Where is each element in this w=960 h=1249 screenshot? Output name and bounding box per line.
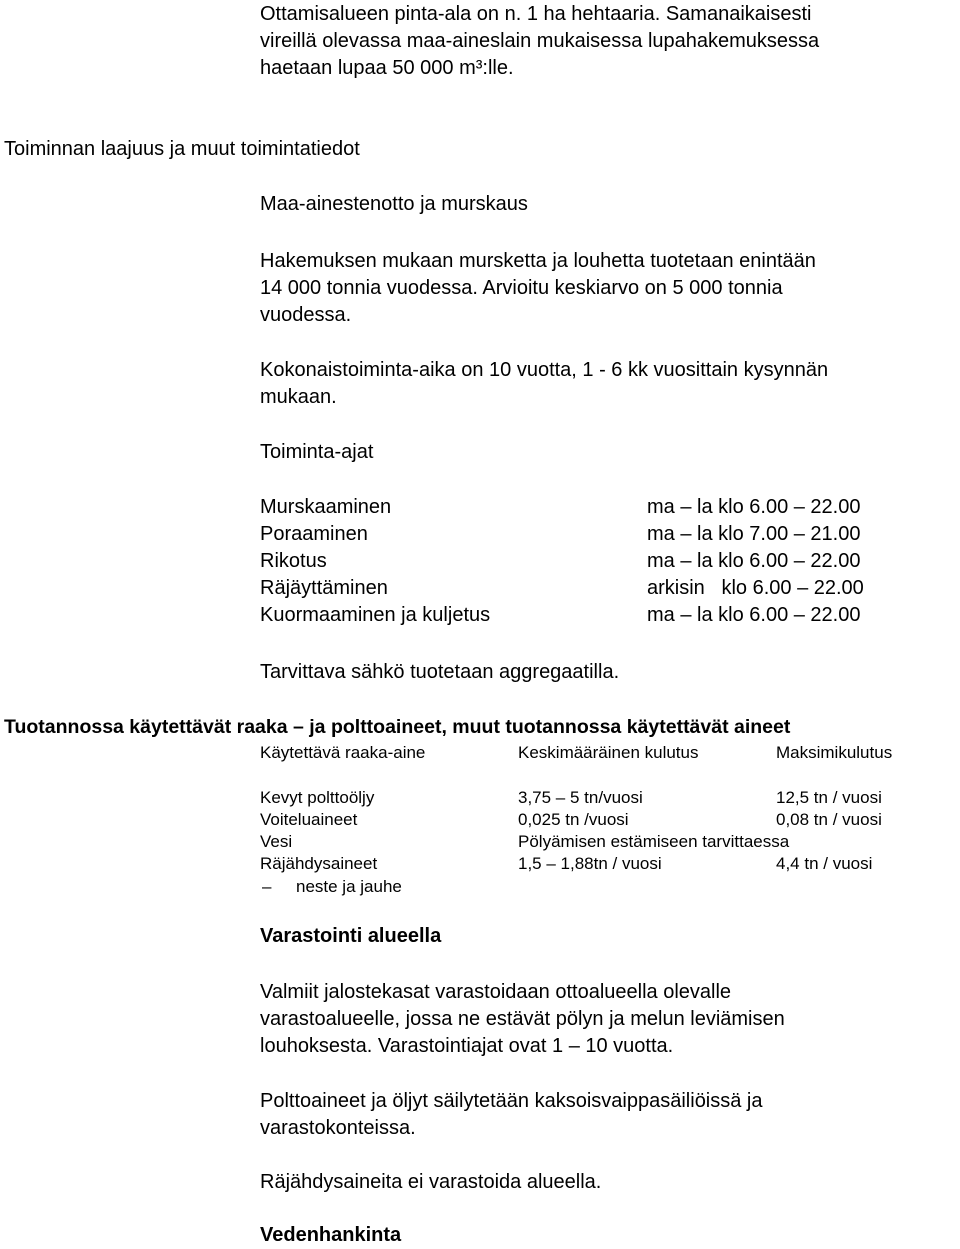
materials-row-2-material: Voiteluaineet bbox=[260, 810, 358, 829]
section-heading-water: Vedenhankinta bbox=[260, 1224, 402, 1246]
storage-para3: Räjähdysaineita ei varastoida alueella. bbox=[260, 1171, 602, 1193]
storage-para2-line-1: Polttoaineet ja öljyt säilytetään kaksoisvaippasäiliöissä ja bbox=[260, 1090, 763, 1112]
materials-row-4-average: 1,5 – 1,88tn / vuosi bbox=[518, 854, 662, 873]
hours-activity-5: Kuormaaminen ja kuljetus bbox=[260, 604, 491, 626]
intro-line-2: vireillä olevassa maa-aineslain mukaisessa lupahakemuksessa bbox=[260, 30, 820, 52]
section-heading-scope: Toiminnan laajuus ja muut toimintatiedot bbox=[4, 138, 360, 160]
materials-col-header-average: Keskimääräinen kulutus bbox=[518, 743, 699, 762]
subheading-extraction: Maa-ainestenotto ja murskaus bbox=[260, 193, 528, 215]
materials-row-2-average: 0,025 tn /vuosi bbox=[518, 810, 629, 829]
scope-para1-line-3: vuodessa. bbox=[260, 304, 352, 326]
materials-col-header-material: Käytettävä raaka-aine bbox=[260, 743, 426, 762]
hours-time-1: ma – la klo 6.00 – 22.00 bbox=[647, 496, 861, 518]
materials-row-1-max: 12,5 tn / vuosi bbox=[776, 788, 882, 807]
intro-line-1: Ottamisalueen pinta-ala on n. 1 ha hehtaaria. Samanaikaisesti bbox=[260, 3, 812, 25]
hours-activity-2: Poraaminen bbox=[260, 523, 368, 545]
storage-para2-line-2: varastokonteissa. bbox=[260, 1117, 416, 1139]
scope-para1-line-2: 14 000 tonnia vuodessa. Arvioitu keskiarvo on 5 000 tonnia bbox=[260, 277, 783, 299]
hours-time-5: ma – la klo 6.00 – 22.00 bbox=[647, 604, 861, 626]
storage-para1-line-3: louhoksesta. Varastointiajat ovat 1 – 10 vuotta. bbox=[260, 1035, 674, 1057]
hours-activity-3: Rikotus bbox=[260, 550, 327, 572]
hours-time-3: ma – la klo 6.00 – 22.00 bbox=[647, 550, 861, 572]
power-note: Tarvittava sähkö tuotetaan aggregaatilla. bbox=[260, 661, 620, 683]
dash-bullet-icon: – bbox=[262, 877, 272, 896]
storage-para1-line-1: Valmiit jalostekasat varastoidaan ottoalueella olevalle bbox=[260, 981, 732, 1003]
materials-row-3-material: Vesi bbox=[260, 832, 293, 851]
hours-heading: Toiminta-ajat bbox=[260, 441, 374, 463]
materials-col-header-max: Maksimikulutus bbox=[776, 743, 893, 762]
materials-row-4-material: Räjähdysaineet bbox=[260, 854, 378, 873]
scope-para1-line-1: Hakemuksen mukaan mursketta ja louhetta tuotetaan enintään bbox=[260, 250, 816, 272]
storage-para1-line-2: varastoalueelle, jossa ne estävät pölyn ja melun leviämisen bbox=[260, 1008, 785, 1030]
scope-para2-line-2: mukaan. bbox=[260, 386, 337, 408]
materials-row-1-material: Kevyt polttoöljy bbox=[260, 788, 375, 807]
hours-activity-4: Räjäyttäminen bbox=[260, 577, 388, 599]
hours-time-4: arkisin klo 6.00 – 22.00 bbox=[647, 577, 864, 599]
materials-sub-item: neste ja jauhe bbox=[296, 877, 402, 896]
section-heading-storage: Varastointi alueella bbox=[260, 925, 442, 947]
scope-para2-line-1: Kokonaistoiminta-aika on 10 vuotta, 1 - 6 kk vuosittain kysynnän bbox=[260, 359, 829, 381]
materials-row-3-average: Pölyämisen estämiseen tarvittaessa bbox=[518, 832, 790, 851]
materials-row-1-average: 3,75 – 5 tn/vuosi bbox=[518, 788, 643, 807]
materials-row-2-max: 0,08 tn / vuosi bbox=[776, 810, 882, 829]
intro-line-3: haetaan lupaa 50 000 m³:lle. bbox=[260, 57, 514, 79]
section-heading-materials: Tuotannossa käytettävät raaka – ja polttoaineet, muut tuotannossa käytettävät aineet bbox=[4, 716, 791, 738]
materials-row-4-max: 4,4 tn / vuosi bbox=[776, 854, 873, 873]
hours-time-2: ma – la klo 7.00 – 21.00 bbox=[647, 523, 861, 545]
hours-activity-1: Murskaaminen bbox=[260, 496, 392, 518]
